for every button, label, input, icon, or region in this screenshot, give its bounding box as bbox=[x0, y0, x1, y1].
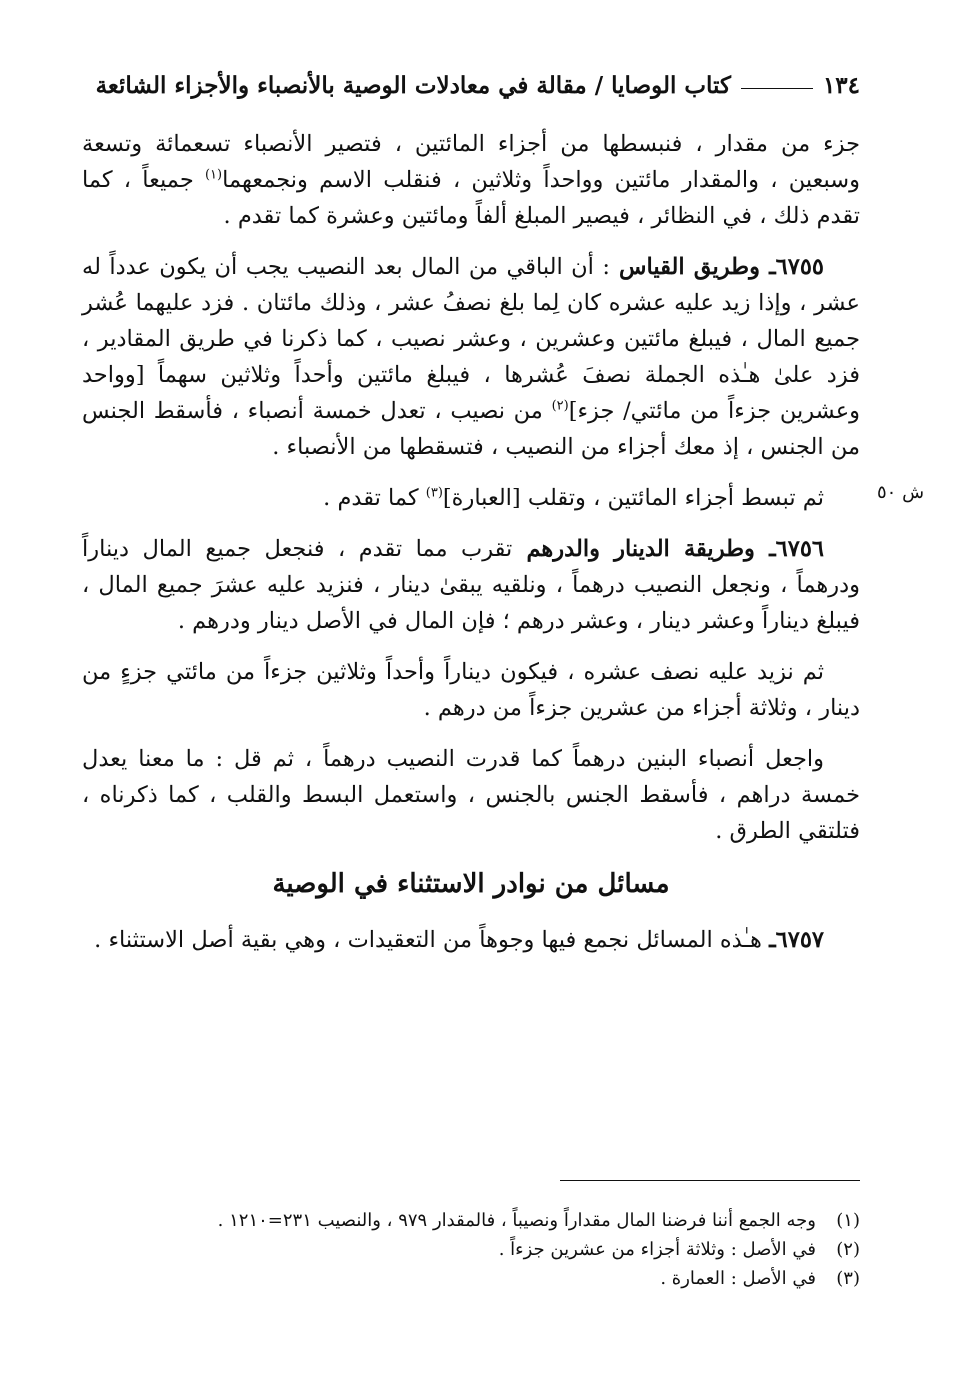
footnote-3 bbox=[82, 1265, 860, 1294]
running-header bbox=[82, 72, 860, 99]
paragraph-6 bbox=[82, 741, 860, 849]
paragraph-text: ثم نزيد عليه نصف عشره ، فيكون ديناراً وأحداً وثلاثين جزءاً من مائتي جزءٍ من دينار ، وثلاثة أجزاء من عشرين جزءاً من درهم . bbox=[82, 659, 860, 721]
header-rule bbox=[741, 88, 813, 89]
section-heading: مسائل من نوادر الاستثناء في الوصية bbox=[272, 869, 670, 899]
paragraph-text: : أن الباقي من المال بعد النصيب يجب أن يكون عدداً له عشر ، وإذا زيد عليه عشره كان لِما بلغ نصفُ عشر ، وذلك مائتان . فزد عليهما عُشر جميع المال ، فيبلغ مائتين وعشرين ، وعشر نصيب ، كما ذكرنا في طريق المقادير ، فزد علىٰ هـٰذه الجملة نصفَ عُشرها ، فيبلغ مائتين وأحداً وثلاثين سهماً [وواحد وعشرين جزءاً من مائتي/ جزء] bbox=[82, 254, 860, 424]
paragraph-heading: وطريق القياس bbox=[609, 254, 770, 280]
footnote-1 bbox=[82, 1207, 860, 1236]
paragraph-6757 bbox=[82, 922, 860, 958]
paragraph-text: واجعل أنصباء البنين درهماً كما قدرت النصيب درهماً ، ثم قل : ما معنا يعدل خمسة دراهم ، فأسقط الجنس بالجنس ، واستعمل البسط والقلب ، كما ذكرناه ، فتلتقي الطرق . bbox=[82, 746, 860, 844]
paragraph-text: تقرب مما تقدم ، فنجعل جميع المال ديناراً ودرهماً ، ونجعل النصيب درهماً ، ونلقيه يبقىٰ دينار ، فنزيد عليه عشرَ جميع المال ، فيبلغ ديناراً وعشر دينار ، وعشر درهم ؛ فإن المال في الأصل دينار ودرهم . bbox=[82, 536, 860, 634]
margin-note: ش ٥٠ bbox=[877, 482, 925, 503]
paragraph-text: ثم تبسط أجزاء المائتين ، وتقلب [العبارة] bbox=[442, 485, 824, 511]
footnote-text: في الأصل : العمارة . bbox=[660, 1267, 816, 1289]
footnote-text: في الأصل : وثلاثة أجزاء من عشرين جزءاً . bbox=[498, 1238, 816, 1260]
paragraph-number: ٦٧٥٧ـ bbox=[769, 926, 824, 953]
paragraph-heading: وطريقة الدينار والدرهم bbox=[512, 536, 770, 562]
footnote-ref: (١) bbox=[204, 167, 223, 183]
footnotes bbox=[82, 1207, 860, 1293]
paragraph-6755 bbox=[82, 249, 860, 465]
paragraph-3 bbox=[82, 480, 860, 516]
footnote-ref: (٢) bbox=[551, 398, 569, 414]
footnote-number: (٢) bbox=[836, 1238, 860, 1260]
paragraph-text: جزء من مقدار ، فنبسطها من أجزاء المائتين ، فتصير الأنصباء تسعمائة وتسعة وسبعين ، والمقدار مائتين وواحداً وثلاثين ، فنقلب الاسم ونجمعهما bbox=[82, 131, 860, 193]
page-number: ١٣٤ bbox=[822, 72, 860, 99]
paragraph-number: ٦٧٥٥ـ bbox=[769, 254, 824, 280]
paragraph-text: جميعاً ، كما تقدم ذلك ، في النظائر ، فيصير المبلغ ألفاً ومائتين وعشرة كما تقدم . bbox=[82, 167, 860, 229]
footnote-text: وجه الجمع أننا فرضنا المال مقداراً ونصيباً ، فالمقدار ٩٧٩ ، والنصيب ٢٣١=١٢١٠ . bbox=[217, 1210, 816, 1231]
footnote-number: (٣) bbox=[836, 1267, 860, 1289]
paragraph-1 bbox=[82, 126, 860, 234]
footnote-ref: (٣) bbox=[425, 485, 443, 501]
paragraph-6756 bbox=[82, 531, 860, 639]
paragraph-text: من نصيب ، تعدل خمسة أنصباء ، فأسقط الجنس من الجنس ، إذ معك أجزاء من النصيب ، فتسقطها من الأنصباء . bbox=[82, 398, 860, 460]
main-text bbox=[82, 126, 860, 973]
paragraph-text: هـٰذه المسائل نجمع فيها وجوهاً من التعقيدات ، وهي بقية أصل الاستثناء . bbox=[94, 926, 770, 953]
paragraph-number: ٦٧٥٦ـ bbox=[769, 536, 824, 562]
header-title: كتاب الوصايا / مقالة في معادلات الوصية بالأنصباء والأجزاء الشائعة bbox=[95, 72, 731, 99]
paragraph-5 bbox=[82, 654, 860, 726]
footnote-2 bbox=[82, 1236, 860, 1265]
footnote-number: (١) bbox=[836, 1210, 860, 1231]
footnote-separator bbox=[560, 1180, 860, 1181]
paragraph-text: كما تقدم . bbox=[323, 485, 426, 511]
